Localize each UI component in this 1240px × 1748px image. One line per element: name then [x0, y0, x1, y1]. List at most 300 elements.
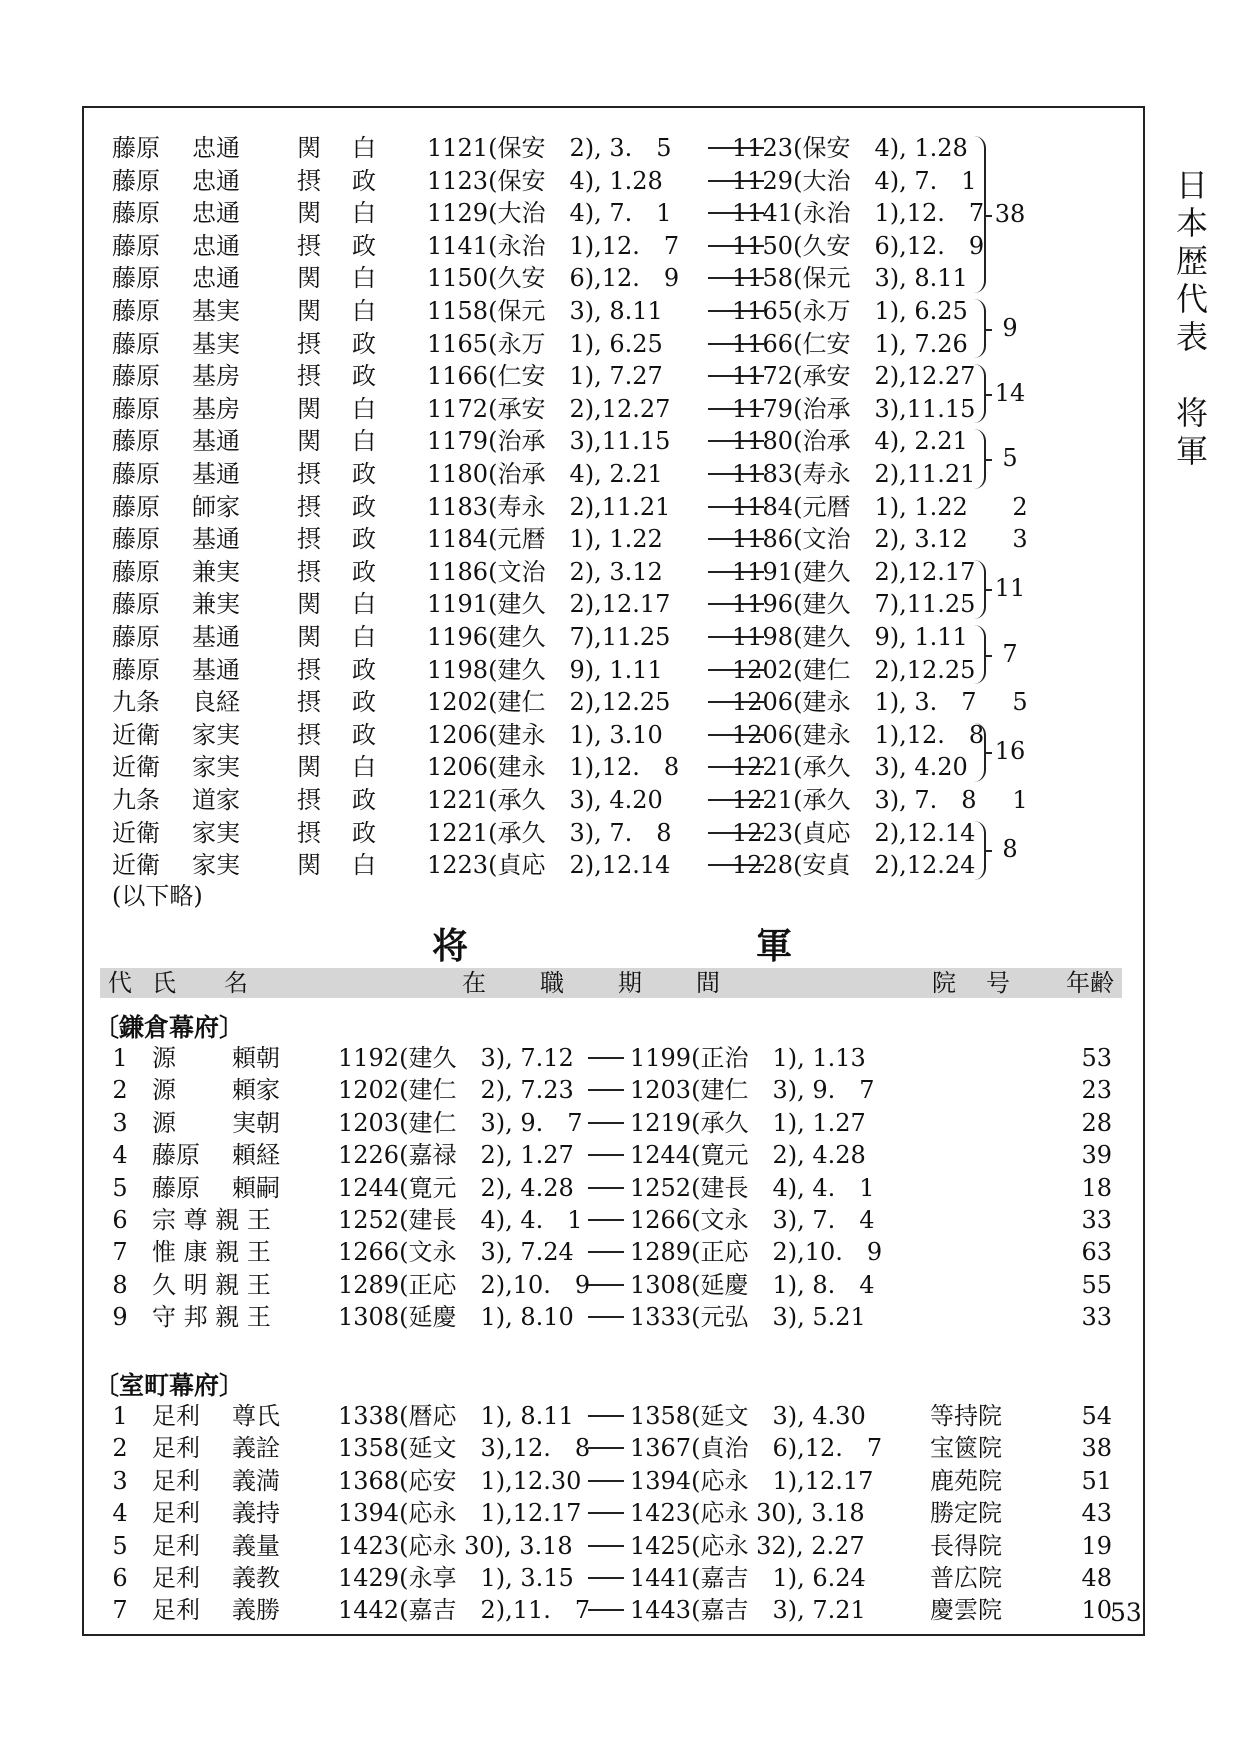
shogun-age: 48 — [1081, 1564, 1112, 1592]
shogun-temple-name: 宝篋院 — [930, 1434, 1002, 1463]
regent-row — [112, 295, 972, 327]
regent-end: 1158(保元 3), 8.11 — [732, 264, 968, 293]
regent-end: 1129(大治 4), 7. 1 — [732, 166, 977, 195]
regent-start: 1186(文治 2), 3.12 — [427, 557, 663, 586]
shogun-row — [100, 1497, 1122, 1529]
regent-family: 藤原 — [112, 134, 160, 162]
group-total: 8 — [1002, 835, 1018, 864]
regent-end: 1172(承安 2),12.27 — [732, 362, 976, 391]
shogun-start: 1202(建仁 2), 7.23 — [338, 1076, 574, 1105]
regent-family: 近衛 — [112, 851, 160, 880]
regent-family: 藤原 — [112, 460, 160, 488]
shogun-number: 1 — [112, 1044, 128, 1072]
regent-given: 忠通 — [192, 199, 240, 228]
shogun-number: 4 — [112, 1141, 128, 1170]
group-brace — [972, 560, 986, 619]
shogun-row — [100, 1269, 1122, 1301]
regent-start: 1179(治承 3),11.15 — [427, 427, 671, 456]
col-period-2: 職 — [540, 969, 564, 997]
shogun-number: 5 — [112, 1173, 128, 1202]
group-total: 11 — [994, 574, 1026, 603]
shogun-end: 1308(延慶 1), 8. 4 — [630, 1270, 875, 1299]
regent-family: 藤原 — [112, 492, 160, 521]
regent-post-2: 政 — [352, 786, 376, 814]
shogun-name: 足利 — [152, 1434, 200, 1463]
regent-given: 家実 — [192, 818, 240, 847]
group-brace — [972, 625, 986, 684]
column-header-bar — [100, 968, 1122, 998]
regent-row — [112, 165, 977, 197]
shogun-end: 1199(正治 1), 1.13 — [630, 1044, 866, 1072]
shogun-end: 1333(元弘 3), 5.21 — [630, 1303, 866, 1332]
regent-post-1: 関 — [297, 753, 321, 782]
group-brace — [972, 429, 986, 488]
regent-start: 1196(建久 7),11.25 — [427, 623, 671, 651]
regent-family: 近衛 — [112, 720, 160, 749]
regent-post-1: 関 — [297, 264, 321, 293]
regent-family: 藤原 — [112, 590, 160, 619]
shogun-temple-name: 普広院 — [930, 1564, 1002, 1592]
regent-given: 家実 — [192, 753, 240, 782]
shogun-start: 1338(暦応 1), 8.11 — [338, 1402, 574, 1430]
shogun-row — [100, 1594, 1122, 1626]
period-dash — [588, 1187, 624, 1189]
regent-family: 藤原 — [112, 427, 160, 456]
regent-family: 藤原 — [112, 655, 160, 684]
regent-family: 近衛 — [112, 818, 160, 847]
regent-end: 1223(貞応 2),12.14 — [732, 818, 976, 847]
regent-family: 藤原 — [112, 525, 160, 554]
group-total: 5 — [1002, 444, 1018, 472]
col-dai: 代 — [108, 969, 132, 997]
period-dash — [588, 1512, 624, 1514]
shogun-name: 源 — [152, 1076, 176, 1105]
shogun-age: 10 — [1081, 1596, 1112, 1625]
regent-post-2: 白 — [352, 753, 376, 782]
period-dash — [588, 1447, 624, 1449]
regent-end: 1150(久安 6),12. 9 — [732, 231, 985, 260]
shogun-given-name: 義教 — [232, 1564, 280, 1592]
shogun-age: 53 — [1081, 1044, 1112, 1072]
shogun-row — [100, 1562, 1122, 1594]
col-period-1: 在 — [462, 969, 486, 997]
regent-end: 1186(文治 2), 3.12 — [732, 525, 968, 554]
regent-family: 藤原 — [112, 394, 160, 423]
shogun-given-name: 尊氏 — [232, 1402, 280, 1430]
group-total: 1 — [1012, 786, 1028, 814]
shogun-name: 宗 尊 親 王 — [152, 1206, 271, 1234]
regent-post-1: 関 — [297, 427, 321, 456]
shogun-temple-name: 長得院 — [930, 1531, 1002, 1560]
shogun-end: 1266(文永 3), 7. 4 — [630, 1206, 875, 1234]
shogun-name: 足利 — [152, 1596, 200, 1625]
shogun-age: 51 — [1081, 1466, 1112, 1495]
regent-given: 基通 — [192, 655, 240, 684]
regent-post-1: 関 — [297, 134, 321, 162]
shogun-name: 足利 — [152, 1531, 200, 1560]
shogun-temple-name: 慶雲院 — [930, 1596, 1002, 1625]
regent-post-1: 摂 — [297, 655, 321, 684]
shogun-age: 33 — [1081, 1206, 1112, 1234]
regent-given: 兼実 — [192, 590, 240, 619]
side-title: 日本歴代表 将軍 — [1171, 168, 1209, 472]
group-brace — [972, 299, 986, 358]
shogun-end: 1219(承久 1), 1.27 — [630, 1108, 866, 1137]
shogun-given-name: 実朝 — [232, 1108, 280, 1137]
shogun-end: 1367(貞治 6),12. 7 — [630, 1434, 883, 1463]
regent-post-2: 政 — [352, 231, 376, 260]
shogun-name: 足利 — [152, 1499, 200, 1528]
regent-start: 1223(貞応 2),12.14 — [427, 851, 671, 880]
regent-post-2: 政 — [352, 329, 376, 358]
regent-family: 九条 — [112, 688, 160, 717]
regent-end: 1184(元暦 1), 1.22 — [732, 492, 968, 521]
col-mei: 名 — [224, 969, 248, 997]
regent-post-2: 白 — [352, 427, 376, 456]
shogun-name: 守 邦 親 王 — [152, 1303, 271, 1332]
shogun-end: 1203(建仁 3), 9. 7 — [630, 1076, 875, 1105]
shogun-age: 23 — [1081, 1076, 1112, 1105]
shogun-age: 43 — [1081, 1499, 1112, 1528]
regent-post-2: 政 — [352, 818, 376, 847]
regent-post-2: 白 — [352, 590, 376, 619]
shogun-start: 1394(応永 1),12.17 — [338, 1499, 582, 1528]
kamakura-heading: 〔鎌倉幕府〕 — [94, 1013, 245, 1042]
group-total: 9 — [1002, 313, 1018, 342]
regent-post-1: 関 — [297, 851, 321, 880]
regent-family: 藤原 — [112, 166, 160, 195]
regent-family: 藤原 — [112, 231, 160, 260]
period-dash — [588, 1057, 624, 1059]
regent-start: 1129(大治 4), 7. 1 — [427, 199, 672, 228]
regent-start: 1206(建永 1),12. 8 — [427, 753, 680, 782]
regent-end: 1165(永万 1), 6.25 — [732, 297, 968, 325]
shogun-temple-name: 鹿苑院 — [930, 1466, 1002, 1495]
regent-row — [112, 425, 972, 457]
regent-family: 藤原 — [112, 199, 160, 228]
group-total: 16 — [994, 737, 1026, 766]
shogun-row — [100, 1172, 1122, 1204]
shogun-number: 6 — [112, 1206, 128, 1234]
shogun-age: 39 — [1081, 1141, 1112, 1170]
shogun-temple-name: 勝定院 — [930, 1499, 1002, 1528]
regent-post-1: 摂 — [297, 720, 321, 749]
regent-given: 基通 — [192, 623, 240, 651]
shogun-number: 8 — [112, 1270, 128, 1299]
shogun-name: 足利 — [152, 1466, 200, 1495]
regent-post-2: 政 — [352, 492, 376, 521]
regent-post-1: 摂 — [297, 460, 321, 488]
regent-post-1: 摂 — [297, 231, 321, 260]
shogun-given-name: 義持 — [232, 1499, 280, 1528]
regent-given: 基房 — [192, 362, 240, 391]
shogun-number: 2 — [112, 1076, 128, 1105]
regent-start: 1165(永万 1), 6.25 — [427, 329, 663, 358]
shogun-name: 足利 — [152, 1402, 200, 1430]
shogun-row — [100, 1074, 1122, 1106]
col-temple-1: 院 — [932, 969, 956, 997]
regent-end: 1206(建永 1),12. 8 — [732, 720, 985, 749]
regent-given: 基通 — [192, 460, 240, 488]
regent-row — [112, 197, 985, 229]
regent-post-1: 関 — [297, 297, 321, 325]
regent-post-2: 政 — [352, 720, 376, 749]
group-total: 7 — [1002, 639, 1018, 668]
regent-end: 1206(建永 1), 3. 7 — [732, 688, 977, 717]
shogun-start: 1358(延文 3),12. 8 — [338, 1434, 591, 1463]
shogun-name: 源 — [152, 1108, 176, 1137]
shogun-heading-char: 軍 — [755, 925, 792, 967]
shogun-row — [100, 1204, 1122, 1236]
muromachi-heading: 〔室町幕府〕 — [94, 1371, 245, 1400]
regent-start: 1183(寿永 2),11.21 — [427, 492, 671, 521]
shogun-start: 1429(永享 1), 3.15 — [338, 1564, 574, 1592]
shogun-start: 1252(建長 4), 4. 1 — [338, 1206, 583, 1234]
shogun-start: 1442(嘉吉 2),11. 7 — [338, 1596, 591, 1625]
regent-family: 藤原 — [112, 557, 160, 586]
regent-row — [112, 360, 976, 392]
shogun-age: 33 — [1081, 1303, 1112, 1332]
regent-given: 基房 — [192, 394, 240, 423]
shogun-number: 2 — [112, 1434, 128, 1463]
regent-family: 藤原 — [112, 297, 160, 325]
group-brace — [972, 364, 986, 423]
regent-row — [112, 491, 972, 523]
regent-start: 1191(建久 2),12.17 — [427, 590, 671, 619]
shogun-start: 1244(寛元 2), 4.28 — [338, 1173, 574, 1202]
period-dash — [588, 1089, 624, 1091]
regent-post-2: 白 — [352, 134, 376, 162]
shogun-row — [100, 1236, 1122, 1268]
regent-row — [112, 817, 976, 849]
regent-post-1: 摂 — [297, 362, 321, 391]
regent-family: 九条 — [112, 786, 160, 814]
regent-post-2: 白 — [352, 199, 376, 228]
regent-start: 1221(承久 3), 4.20 — [427, 786, 663, 814]
regent-post-1: 摂 — [297, 786, 321, 814]
regent-start: 1123(保安 4), 1.28 — [427, 166, 663, 195]
group-brace — [972, 136, 986, 293]
shogun-end: 1443(嘉吉 3), 7.21 — [630, 1596, 866, 1625]
shogun-given-name: 義満 — [232, 1466, 280, 1495]
group-total: 3 — [1012, 525, 1028, 554]
shogun-given-name: 頼朝 — [232, 1044, 280, 1072]
regent-post-1: 摂 — [297, 166, 321, 195]
regent-post-1: 関 — [297, 394, 321, 423]
regent-end: 1141(永治 1),12. 7 — [732, 199, 985, 228]
regent-start: 1184(元暦 1), 1.22 — [427, 525, 663, 554]
shogun-row — [100, 1042, 1122, 1074]
shogun-end: 1289(正応 2),10. 9 — [630, 1238, 883, 1267]
period-dash — [588, 1545, 624, 1547]
regent-start: 1121(保安 2), 3. 5 — [427, 134, 672, 162]
regent-row — [112, 393, 976, 425]
period-dash — [588, 1480, 624, 1482]
regent-end: 1179(治承 3),11.15 — [732, 394, 976, 423]
regent-start: 1198(建久 9), 1.11 — [427, 655, 663, 684]
shogun-end: 1423(応永 30), 3.18 — [630, 1499, 865, 1528]
period-dash — [588, 1284, 624, 1286]
col-period-3: 期 — [618, 969, 642, 997]
shogun-number: 3 — [112, 1466, 128, 1495]
regent-end: 1183(寿永 2),11.21 — [732, 460, 976, 488]
shogun-name: 藤原 — [152, 1141, 200, 1170]
regent-post-2: 白 — [352, 623, 376, 651]
regent-post-2: 政 — [352, 655, 376, 684]
regent-start: 1180(治承 4), 2.21 — [427, 460, 663, 488]
page-number: 53 — [1110, 1598, 1142, 1627]
shogun-row — [100, 1139, 1122, 1171]
regent-row — [112, 523, 972, 555]
shogun-start: 1192(建久 3), 7.12 — [338, 1044, 574, 1072]
shogun-name: 藤原 — [152, 1173, 200, 1202]
regent-start: 1141(永治 1),12. 7 — [427, 231, 680, 260]
regent-post-1: 関 — [297, 590, 321, 619]
shogun-age: 63 — [1081, 1238, 1112, 1267]
regent-row — [112, 328, 972, 360]
shogun-given-name: 頼経 — [232, 1141, 280, 1170]
shogun-age: 18 — [1081, 1173, 1112, 1202]
shogun-age: 54 — [1081, 1402, 1112, 1430]
group-total: 14 — [994, 378, 1026, 407]
regent-given: 基実 — [192, 297, 240, 325]
shogun-given-name: 義量 — [232, 1531, 280, 1560]
regent-given: 忠通 — [192, 264, 240, 293]
regent-given: 忠通 — [192, 134, 240, 162]
shogun-end: 1425(応永 32), 2.27 — [630, 1531, 865, 1560]
regent-start: 1150(久安 6),12. 9 — [427, 264, 680, 293]
regent-row — [112, 262, 972, 294]
regent-post-2: 政 — [352, 525, 376, 554]
shogun-heading — [432, 918, 792, 969]
regent-given: 家実 — [192, 851, 240, 880]
regent-end: 1191(建久 2),12.17 — [732, 557, 976, 586]
shogun-name: 惟 康 親 王 — [152, 1238, 271, 1267]
regent-post-1: 摂 — [297, 492, 321, 521]
regent-start: 1206(建永 1), 3.10 — [427, 720, 663, 749]
col-temple-2: 号 — [986, 969, 1010, 997]
regent-post-2: 政 — [352, 688, 376, 717]
regent-post-2: 政 — [352, 362, 376, 391]
shogun-start: 1266(文永 3), 7.24 — [338, 1238, 574, 1267]
regent-post-1: 摂 — [297, 557, 321, 586]
regent-post-2: 政 — [352, 166, 376, 195]
regent-start: 1172(承安 2),12.27 — [427, 394, 671, 423]
regent-row — [112, 719, 985, 751]
col-shi: 氏 — [152, 969, 176, 997]
regent-end: 1221(承久 3), 4.20 — [732, 753, 968, 782]
shogun-start: 1226(嘉禄 2), 1.27 — [338, 1141, 574, 1170]
regent-end: 1221(承久 3), 7. 8 — [732, 786, 977, 814]
shogun-number: 3 — [112, 1108, 128, 1137]
period-dash — [588, 1577, 624, 1579]
regent-row — [112, 751, 972, 783]
shogun-given-name: 頼嗣 — [232, 1173, 280, 1202]
regent-end: 1202(建仁 2),12.25 — [732, 655, 976, 684]
period-dash — [588, 1122, 624, 1124]
regent-post-1: 摂 — [297, 525, 321, 554]
regent-row — [112, 849, 976, 881]
shogun-number: 7 — [112, 1596, 128, 1625]
col-age: 年齢 — [1066, 969, 1114, 997]
shogun-name: 源 — [152, 1044, 176, 1072]
period-dash — [588, 1415, 624, 1417]
regent-post-2: 白 — [352, 394, 376, 423]
regent-given: 兼実 — [192, 557, 240, 586]
regent-end: 1228(安貞 2),12.24 — [732, 851, 976, 880]
period-dash — [588, 1219, 624, 1221]
period-dash — [588, 1609, 624, 1611]
regent-start: 1158(保元 3), 8.11 — [427, 297, 663, 325]
regent-family: 近衛 — [112, 753, 160, 782]
shogun-row — [100, 1465, 1122, 1497]
shogun-given-name: 義詮 — [232, 1434, 280, 1463]
regent-given: 基実 — [192, 329, 240, 358]
regent-end: 1123(保安 4), 1.28 — [732, 134, 968, 162]
shogun-row — [100, 1301, 1122, 1333]
group-total: 2 — [1012, 492, 1028, 521]
shogun-row — [100, 1107, 1122, 1139]
regent-row — [112, 458, 976, 490]
shogun-given-name: 頼家 — [232, 1076, 280, 1105]
regent-post-2: 白 — [352, 851, 376, 880]
shogun-end: 1358(延文 3), 4.30 — [630, 1402, 866, 1430]
shogun-name: 足利 — [152, 1564, 200, 1592]
shogun-start: 1289(正応 2),10. 9 — [338, 1270, 591, 1299]
period-dash — [588, 1251, 624, 1253]
shogun-start: 1308(延慶 1), 8.10 — [338, 1303, 574, 1332]
regent-given: 家実 — [192, 720, 240, 749]
regent-post-2: 白 — [352, 264, 376, 293]
period-dash — [588, 1316, 624, 1318]
regent-post-1: 摂 — [297, 818, 321, 847]
regent-family: 藤原 — [112, 362, 160, 391]
regent-row — [112, 588, 976, 620]
regent-post-2: 白 — [352, 297, 376, 325]
regent-end: 1166(仁安 1), 7.26 — [732, 329, 968, 358]
shogun-temple-name: 等持院 — [930, 1402, 1002, 1430]
regent-row — [112, 654, 976, 686]
shogun-number: 6 — [112, 1564, 128, 1592]
regent-end: 1180(治承 4), 2.21 — [732, 427, 968, 456]
col-period-4: 間 — [696, 969, 720, 997]
shogun-given-name: 義勝 — [232, 1596, 280, 1625]
regent-start: 1166(仁安 1), 7.27 — [427, 362, 663, 391]
shogun-row — [100, 1432, 1122, 1464]
shogun-end: 1441(嘉吉 1), 6.24 — [630, 1564, 866, 1592]
period-dash — [588, 1154, 624, 1156]
shogun-start: 1368(応安 1),12.30 — [338, 1466, 582, 1495]
regent-end: 1198(建久 9), 1.11 — [732, 623, 968, 651]
regent-post-2: 政 — [352, 557, 376, 586]
shogun-number: 1 — [112, 1402, 128, 1430]
shogun-start: 1423(応永 30), 3.18 — [338, 1531, 573, 1560]
regent-start: 1221(承久 3), 7. 8 — [427, 818, 672, 847]
shogun-name: 久 明 親 王 — [152, 1270, 271, 1299]
regent-row — [112, 686, 977, 718]
shogun-age: 38 — [1081, 1434, 1112, 1463]
regent-end: 1196(建久 7),11.25 — [732, 590, 976, 619]
shogun-end: 1252(建長 4), 4. 1 — [630, 1173, 875, 1202]
regent-post-2: 政 — [352, 460, 376, 488]
regent-row — [112, 230, 985, 262]
regent-post-1: 関 — [297, 199, 321, 228]
regent-post-1: 関 — [297, 623, 321, 651]
shogun-start: 1203(建仁 3), 9. 7 — [338, 1108, 583, 1137]
regent-given: 師家 — [192, 492, 240, 521]
omitted-note: (以下略) — [112, 882, 203, 910]
shogun-end: 1244(寛元 2), 4.28 — [630, 1141, 866, 1170]
